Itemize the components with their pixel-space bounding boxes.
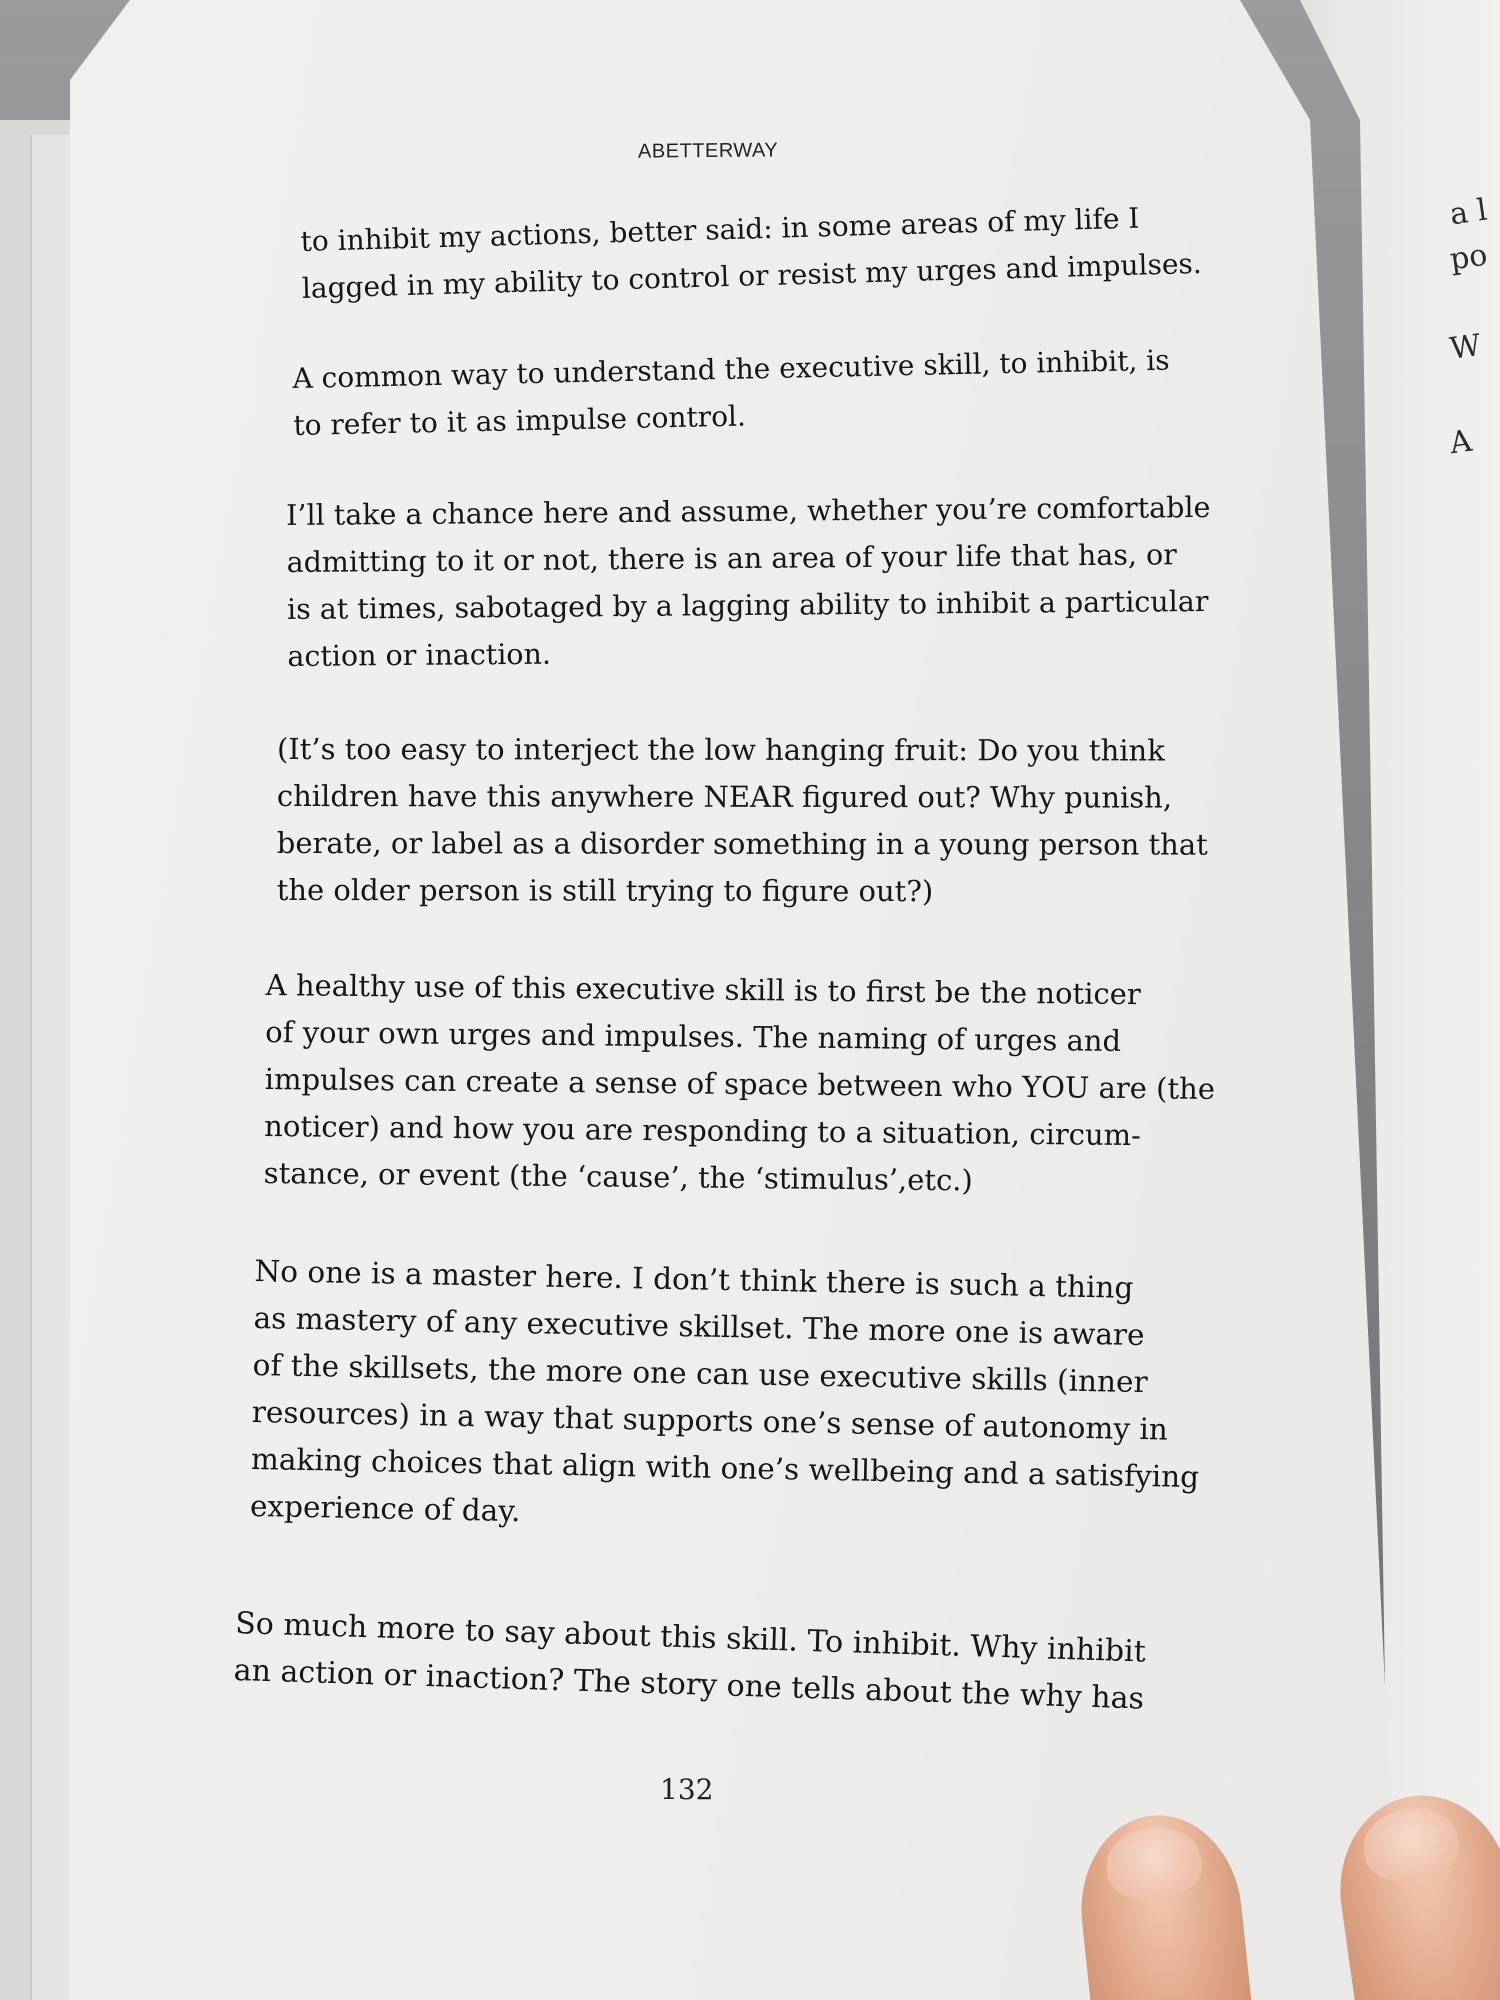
paragraph <box>286 484 1212 680</box>
text-line: of the skillsets, the more one can use executive skills (inner <box>252 1347 1148 1400</box>
text-line: I’ll take a chance here and assume, whether you’re comfortable <box>286 490 1211 532</box>
fingernail <box>1103 1823 1205 1903</box>
text-line: A healthy use of this executive skill is to first be the noticer <box>265 967 1141 1012</box>
text-line: stance, or event (the ‘cause’, the ‘stimulus’,etc.) <box>263 1155 974 1198</box>
text-line: is at times, sabotaged by a lagging ability to inhibit a particular <box>286 584 1209 626</box>
text-line: children have this anywhere NEAR figured out? Why punish, <box>276 778 1173 815</box>
text-line: an action or inaction? The story one tells about the why has <box>233 1652 1145 1717</box>
text-line: admitting to it or not, there is an area of your life that has, or <box>286 538 1177 579</box>
facing-page-text: a l <box>1447 192 1490 233</box>
text-line: A common way to understand the executive skill, to inhibit, is <box>292 343 1170 395</box>
text-line: lagged in my ability to control or resist my urges and impulses. <box>301 246 1203 305</box>
facing-page-text: po <box>1447 237 1490 278</box>
text-line: So much more to say about this skill. To inhibit. Why inhibit <box>234 1605 1147 1670</box>
paragraph <box>292 337 1171 449</box>
text-line: of your own urges and impulses. The naming of urges and <box>265 1014 1122 1058</box>
text-line: making choices that align with one’s wellbeing and a satisfying <box>250 1441 1200 1495</box>
text-line: No one is a master here. I don’t think there is such a thing <box>254 1253 1134 1305</box>
text-line: to refer to it as impulse control. <box>293 399 747 442</box>
paragraph <box>264 962 1217 1207</box>
text-line: as mastery of any executive skillset. The more one is aware <box>253 1300 1145 1353</box>
paragraph <box>250 1248 1203 1548</box>
text-line: resources) in a way that supports one’s sense of autonomy in <box>251 1394 1169 1447</box>
text-line: noticer) and how you are responding to a situation, circum- <box>264 1108 1142 1153</box>
page-number: 132 <box>660 1773 714 1806</box>
text-line: action or inaction. <box>287 637 552 673</box>
text-line: the older person is still trying to figure out?) <box>276 872 934 909</box>
facing-page-text: A <box>1447 423 1475 462</box>
text-line: experience of day. <box>249 1488 521 1529</box>
fingernail <box>1359 1803 1463 1886</box>
text-line: (It’s too easy to interject the low hanging fruit: Do you think <box>276 732 1165 768</box>
text-line: impulses can create a sense of space between who YOU are (the <box>264 1061 1216 1106</box>
facing-page-text: W <box>1447 328 1484 367</box>
paragraph <box>277 726 1208 916</box>
text-line: to inhibit my actions, better said: in some areas of my life I <box>300 201 1140 258</box>
text-line: berate, or label as a disorder something in a young person that <box>276 825 1208 862</box>
running-header: ABETTERWAY <box>637 139 779 163</box>
